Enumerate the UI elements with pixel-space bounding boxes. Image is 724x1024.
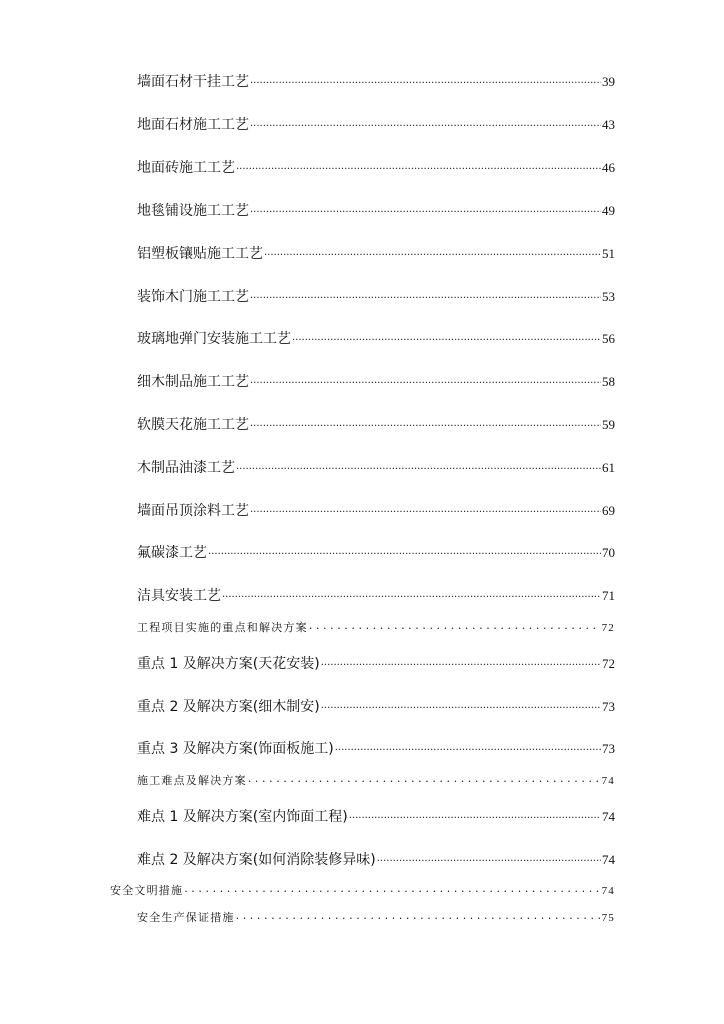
toc-entry-page: 72 xyxy=(601,622,615,634)
toc-entry-title: 洁具安装工艺 xyxy=(137,588,221,604)
toc-dot-leader xyxy=(250,205,601,215)
toc-dot-leader xyxy=(264,248,601,258)
toc-entry-title: 地毯铺设施工工艺 xyxy=(137,203,249,219)
toc-entry[interactable] xyxy=(137,619,615,635)
toc-entry-page: 71 xyxy=(602,588,615,603)
toc-entry-title: 难点 2 及解决方案(如何消除装修异味) xyxy=(137,852,376,868)
toc-entry-page: 69 xyxy=(602,503,615,518)
toc-entry-title: 软膜天花施工工艺 xyxy=(137,417,249,433)
toc-entry[interactable] xyxy=(137,114,615,134)
toc-entry-page: 53 xyxy=(602,289,615,304)
toc-entry[interactable] xyxy=(137,500,615,520)
toc-entry-title: 工程项目实施的重点和解决方案 xyxy=(137,621,308,634)
toc-dot-leader xyxy=(250,376,601,386)
toc-entry[interactable] xyxy=(137,157,615,177)
toc-dot-leader xyxy=(250,419,601,429)
toc-entry[interactable] xyxy=(137,286,615,306)
toc-dot-leader xyxy=(184,883,600,894)
toc-entry-title: 重点 1 及解决方案(天花安装) xyxy=(137,656,320,672)
toc-entry-title: 地面砖施工工艺 xyxy=(137,160,235,176)
toc-entry-title: 施工难点及解决方案 xyxy=(137,774,247,787)
toc-dot-leader xyxy=(250,291,601,301)
toc-entry-title: 铝塑板镶贴施工工艺 xyxy=(137,246,263,262)
toc-entry[interactable] xyxy=(137,243,615,263)
toc-entry-page: 59 xyxy=(602,417,615,432)
toc-dot-leader xyxy=(377,854,601,864)
toc-entry-title: 墙面石材干挂工艺 xyxy=(137,74,249,90)
toc-entry-page: 73 xyxy=(602,699,615,714)
toc-entry-page: 75 xyxy=(601,912,615,924)
toc-dot-leader xyxy=(236,162,601,172)
toc-dot-leader xyxy=(292,333,601,343)
toc-dot-leader xyxy=(248,773,601,784)
toc-dot-leader xyxy=(222,590,601,600)
toc-dot-leader xyxy=(236,462,601,472)
toc-entry-page: 72 xyxy=(602,656,615,671)
toc-entry[interactable] xyxy=(137,371,615,391)
toc-entry-page: 56 xyxy=(602,331,615,346)
toc-entry-title: 装饰木门施工工艺 xyxy=(137,289,249,305)
toc-entry-page: 51 xyxy=(602,246,615,261)
toc-entry-page: 43 xyxy=(602,117,615,132)
toc-entry-title: 安全文明措施 xyxy=(110,884,184,897)
toc-entry-title: 地面石材施工工艺 xyxy=(137,117,249,133)
toc-entry-title: 木制品油漆工艺 xyxy=(137,460,235,476)
toc-entry[interactable] xyxy=(137,328,615,348)
toc-dot-leader xyxy=(236,910,601,921)
toc-entry-title: 氟碳漆工艺 xyxy=(137,545,207,561)
toc-entry-page: 46 xyxy=(602,160,615,175)
toc-entry[interactable] xyxy=(137,696,615,716)
toc-entry[interactable] xyxy=(137,200,615,220)
toc-entry[interactable] xyxy=(137,542,615,562)
toc-entry-page: 70 xyxy=(602,545,615,560)
toc-entry-title: 重点 2 及解决方案(细木制安) xyxy=(137,699,320,715)
toc-entry-title: 安全生产保证措施 xyxy=(137,911,235,924)
toc-dot-leader xyxy=(321,701,601,711)
toc-entry-page: 74 xyxy=(601,885,615,897)
toc-entry[interactable] xyxy=(137,585,615,605)
toc-dot-leader xyxy=(309,620,601,631)
toc-entry-page: 74 xyxy=(601,775,615,787)
toc-entry-title: 细木制品施工工艺 xyxy=(137,374,249,390)
toc-entry-title: 难点 1 及解决方案(室内饰面工程) xyxy=(137,809,348,825)
toc-entry[interactable] xyxy=(110,882,615,898)
toc-entry[interactable] xyxy=(137,71,615,91)
toc-entry[interactable] xyxy=(137,414,615,434)
toc-entry[interactable] xyxy=(137,457,615,477)
toc-entry-page: 73 xyxy=(602,741,615,756)
toc-entry[interactable] xyxy=(137,909,615,925)
toc-dot-leader xyxy=(321,658,601,668)
toc-dot-leader xyxy=(349,811,601,821)
toc-entry-title: 墙面吊顶涂料工艺 xyxy=(137,503,249,519)
toc-dot-leader xyxy=(250,119,601,129)
toc-dot-leader xyxy=(250,76,601,86)
toc-dot-leader xyxy=(250,505,601,515)
toc-entry[interactable] xyxy=(137,806,615,826)
toc-entry[interactable] xyxy=(137,849,615,869)
toc-entry-page: 61 xyxy=(602,460,615,475)
toc-entry-page: 49 xyxy=(602,203,615,218)
toc-entry-page: 39 xyxy=(602,74,615,89)
toc-dot-leader xyxy=(208,547,601,557)
toc-entry-page: 74 xyxy=(602,852,615,867)
toc-entry-page: 74 xyxy=(602,809,615,824)
toc-entry[interactable] xyxy=(137,653,615,673)
toc-dot-leader xyxy=(335,743,601,753)
toc-entry-title: 玻璃地弹门安装施工工艺 xyxy=(137,331,291,347)
toc-entry-title: 重点 3 及解决方案(饰面板施工) xyxy=(137,741,334,757)
toc-entry-page: 58 xyxy=(602,374,615,389)
toc-entry[interactable] xyxy=(137,738,615,758)
toc-entry[interactable] xyxy=(137,772,615,788)
